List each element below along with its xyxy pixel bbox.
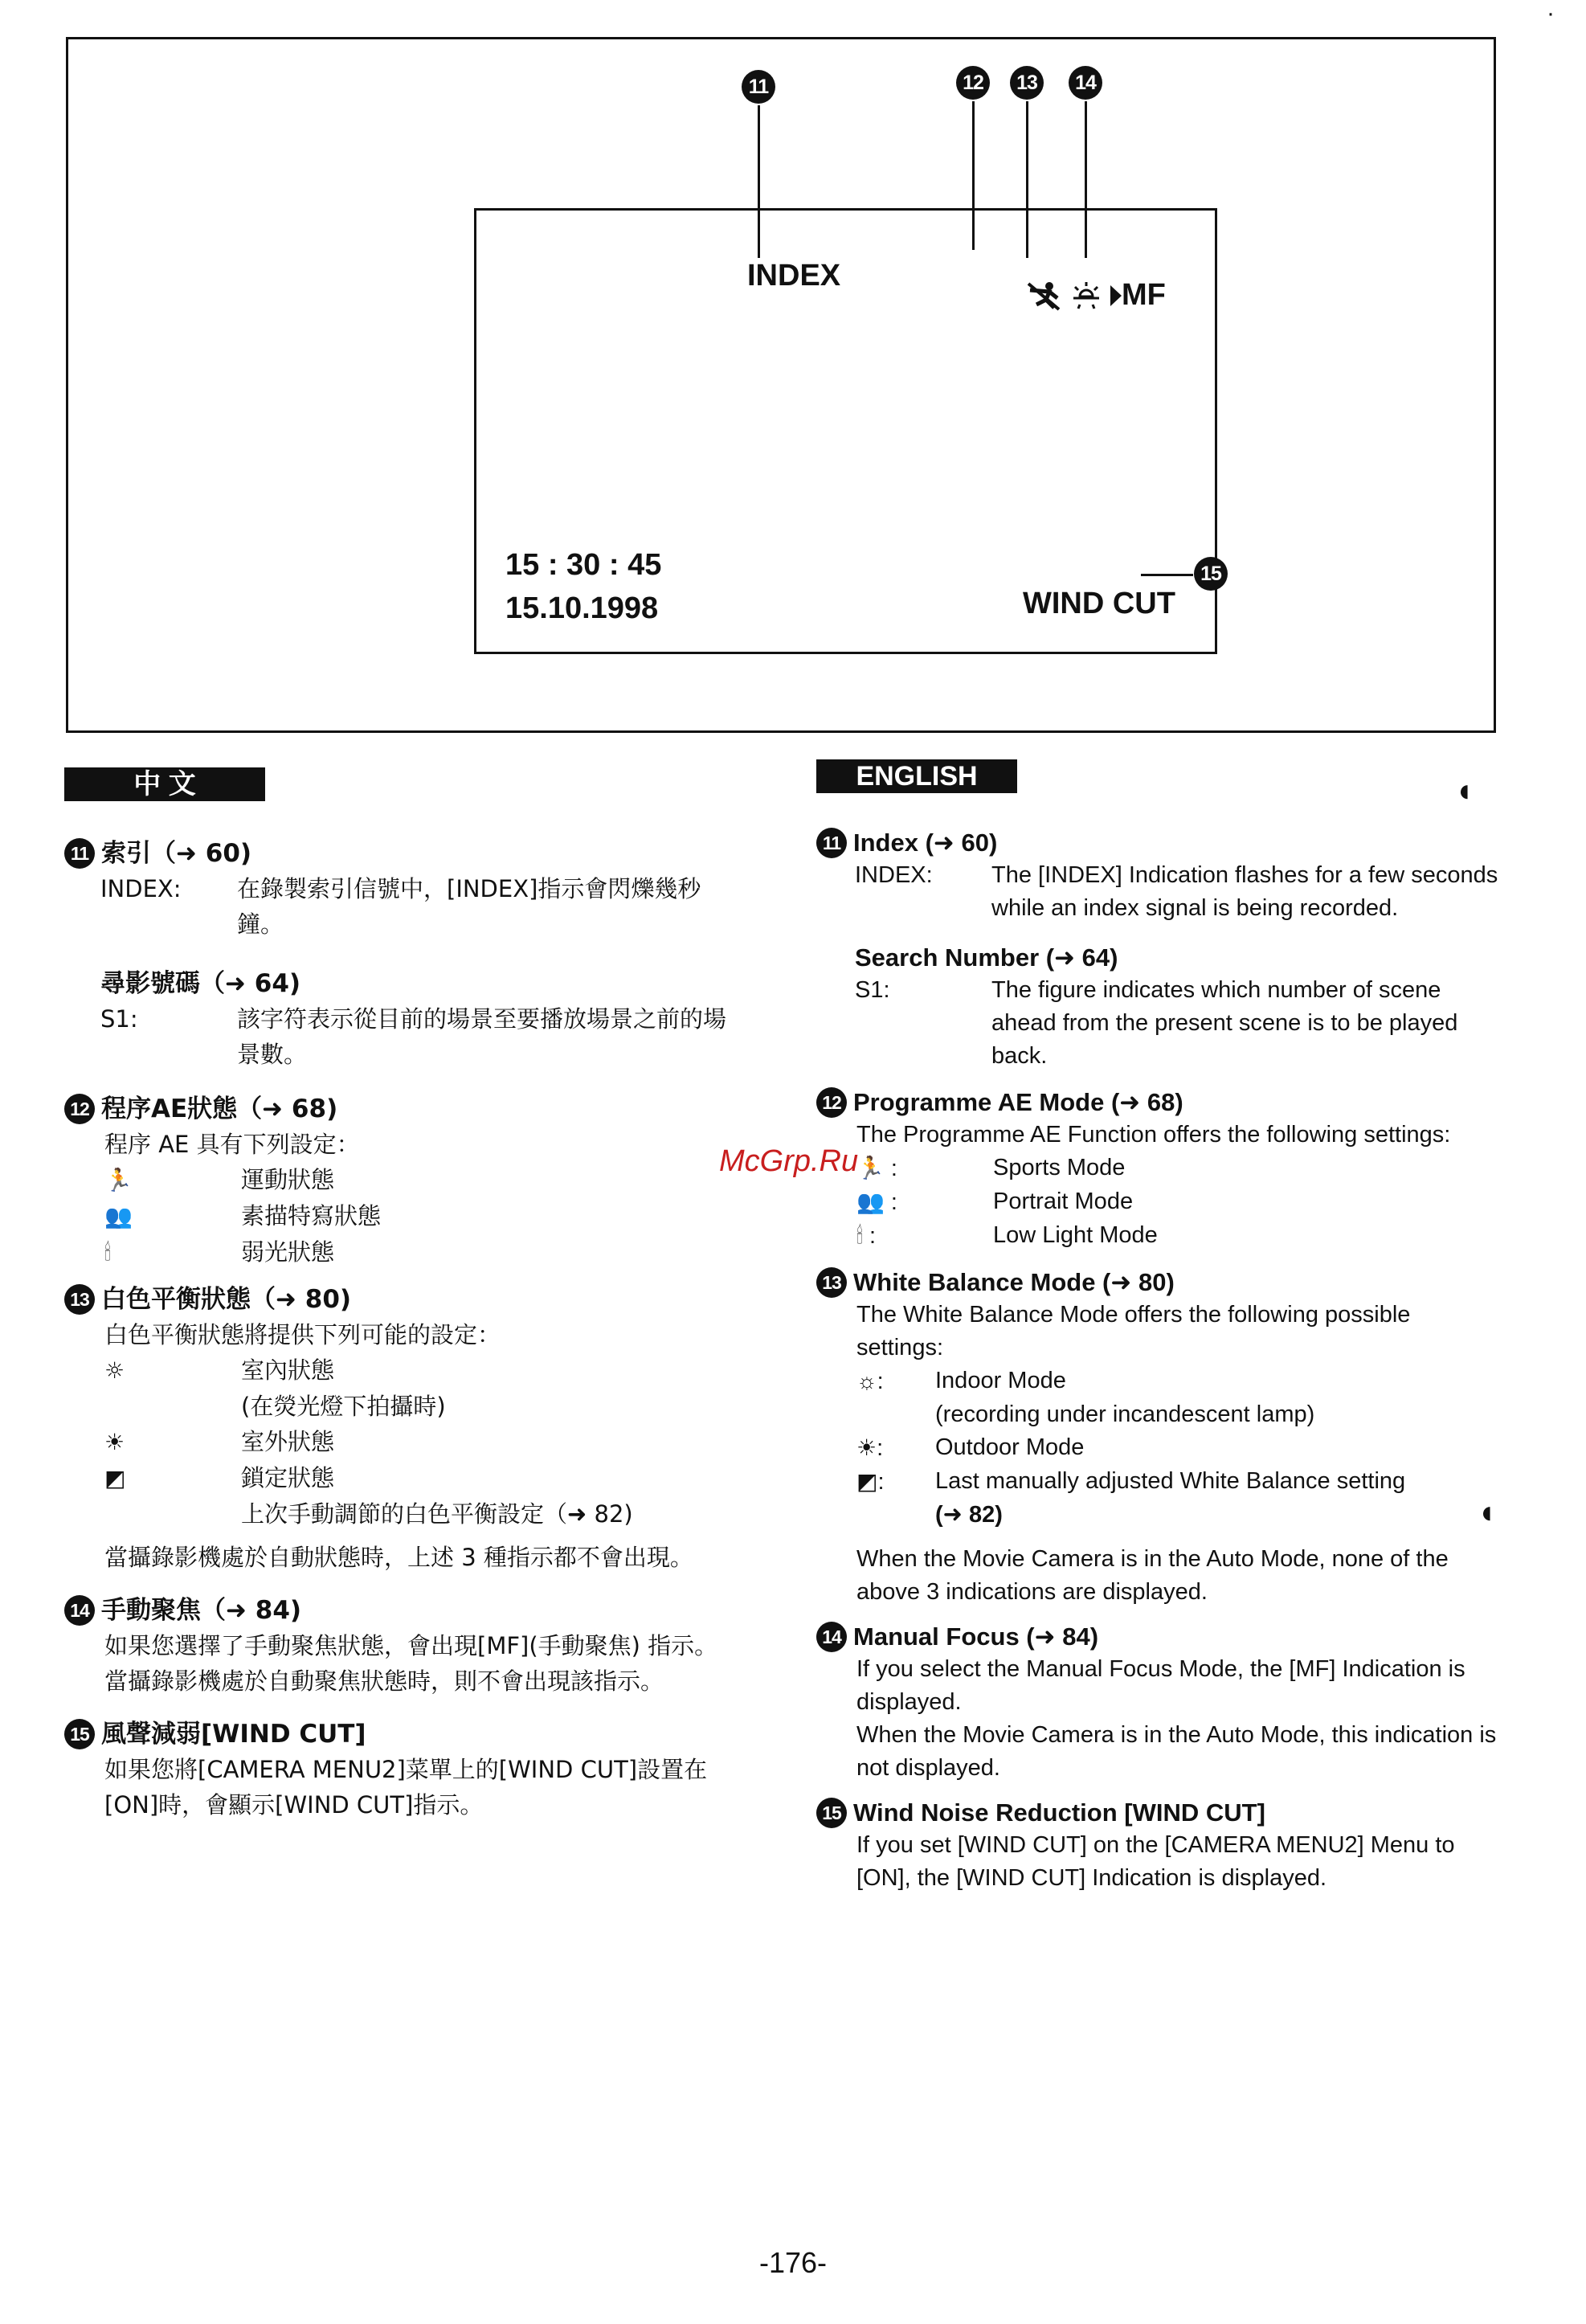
callout-12: 12 — [956, 66, 990, 100]
en-ae-item: 🏃 : Sports Mode — [856, 1152, 1499, 1185]
zh-wb-item: (在熒光燈下拍攝時) — [241, 1393, 446, 1420]
en-white-balance-intro: The White Balance Mode offers the following possible settings: — [856, 1302, 1411, 1360]
zh-wind-cut-p1: 如果您將[CAMERA MENU2]菜單上的[WIND CUT]設置在[ON]時，會顯示[WIND CUT]指示。 — [104, 1756, 708, 1819]
en-manual-focus-heading: 14 Manual Focus (➜ 84) — [816, 1620, 1499, 1653]
callout-15: 15 — [1194, 557, 1228, 591]
low-light-icon: 🕯 — [104, 1239, 111, 1266]
corner-mark: · — [1547, 0, 1555, 27]
time-display: 15 : 30 : 45 — [505, 548, 662, 582]
zh-wb-item: ☀ 室外狀態 — [104, 1424, 739, 1460]
zh-search-heading: 尋影號碼（➜ 64) — [100, 969, 301, 998]
indoor-lamp-icon: ☼ — [856, 1369, 877, 1393]
en-programme-ae-heading: 12 Programme AE Mode (➜ 68) — [816, 1086, 1499, 1119]
callout-11: 11 — [742, 70, 775, 104]
en-search-row: S1: The figure indicates which number of scene ahead from the present scene is to be played back. — [855, 977, 1458, 1069]
callout-15-line — [1141, 574, 1193, 576]
zh-manual-focus-p1: 如果您選擇了手動聚焦狀態，會出現[MF](手動聚焦) 指示。 — [104, 1632, 718, 1659]
en-white-balance-note: When the Movie Camera is in the Auto Mode, none of the above 3 indications are displayed. — [856, 1546, 1449, 1605]
portrait-mode-icon: 👥 — [104, 1203, 133, 1230]
zh-ae-item: 🕯 弱光狀態 — [104, 1234, 739, 1270]
zh-index-row: INDEX: 在錄製索引信號中，[INDEX]指示會閃爍幾秒鐘。 — [100, 875, 701, 938]
callout-14: 14 — [1069, 66, 1102, 100]
date-display: 15.10.1998 — [505, 591, 659, 625]
wind-cut-indication: WIND CUT — [1023, 587, 1175, 620]
zh-wind-cut-heading: 15 風聲減弱[WIND CUT] — [64, 1716, 739, 1752]
zh-manual-focus-p2: 當攝錄影機處於自動聚焦狀態時，則不會出現該指示。 — [104, 1667, 664, 1695]
margin-mark: ◖ — [1477, 1495, 1497, 1530]
zh-white-balance-note: 當攝錄影機處於自動狀態時，上述 3 種指示都不會出現。 — [104, 1544, 693, 1571]
zh-wb-item: ◩ 鎖定狀態 — [104, 1460, 739, 1496]
index-indication: INDEX — [747, 259, 841, 293]
indoor-lamp-icon — [1070, 280, 1102, 311]
en-manual-focus-p1: If you select the Manual Focus Mode, the [MF] Indication is displayed. — [856, 1656, 1465, 1715]
chinese-column — [64, 836, 739, 1823]
zh-ae-item: 🏃 運動狀態 — [104, 1162, 739, 1198]
margin-mark: ◖ — [1454, 773, 1474, 808]
sports-mode-icon — [1025, 280, 1062, 311]
watermark: McGrp.Ru — [719, 1144, 859, 1178]
mf-indication: MF — [1122, 278, 1166, 312]
en-white-balance-heading: 13 White Balance Mode (➜ 80) — [816, 1266, 1499, 1299]
mf-arrow-icon — [1110, 285, 1122, 306]
en-wind-cut-heading: 15 Wind Noise Reduction [WIND CUT] — [816, 1796, 1499, 1829]
sports-mode-icon: 🏃 — [856, 1156, 885, 1180]
zh-index-heading: 11 索引（➜ 60) — [64, 836, 739, 871]
lock-wb-icon: ◩ — [856, 1469, 878, 1494]
en-manual-focus-p2: When the Movie Camera is in the Auto Mode, this indication is not displayed. — [856, 1722, 1497, 1781]
en-ae-item: 👥 : Portrait Mode — [856, 1185, 1499, 1219]
indoor-lamp-icon: ☼ — [104, 1357, 125, 1384]
callout-13: 13 — [1010, 66, 1044, 100]
low-light-icon: 🕯 — [856, 1223, 863, 1248]
english-label: ENGLISH — [816, 759, 1017, 793]
outdoor-sun-icon: ☀ — [104, 1429, 125, 1455]
viewfinder-screen — [474, 208, 1217, 654]
zh-white-balance-heading: 13 白色平衡狀態（➜ 80) — [64, 1282, 739, 1317]
chinese-label: 中 文 — [64, 767, 265, 801]
sports-mode-icon: 🏃 — [104, 1167, 133, 1193]
en-wb-item: ☼: Indoor Mode — [856, 1365, 1499, 1398]
en-wb-item: ☀: Outdoor Mode — [856, 1431, 1499, 1465]
portrait-mode-icon: 👥 — [856, 1189, 885, 1214]
mode-indicators — [1025, 278, 1166, 313]
en-programme-ae-intro: The Programme AE Function offers the following settings: — [856, 1122, 1451, 1148]
page-number: -176- — [758, 2246, 828, 2279]
zh-wb-item: ☼ 室內狀態 — [104, 1352, 739, 1389]
en-index-row: INDEX: The [INDEX] Indication flashes for a few seconds while an index signal is being recorded. — [855, 862, 1498, 921]
zh-white-balance-intro: 白色平衡狀態將提供下列可能的設定： — [104, 1321, 501, 1348]
en-wb-item: (recording under incandescent lamp) — [935, 1401, 1315, 1427]
display-diagram — [66, 37, 1496, 733]
zh-search-row: S1: 該字符表示從目前的場景至要播放場景之前的場景數。 — [100, 1005, 727, 1068]
english-column — [816, 826, 1499, 1895]
en-wind-cut-p1: If you set [WIND CUT] on the [CAMERA MENU2] Menu to [ON], the [WIND CUT] Indication is displayed. — [856, 1832, 1455, 1891]
lock-wb-icon: ◩ — [104, 1465, 126, 1491]
zh-programme-ae-intro: 程序 AE 具有下列設定： — [104, 1131, 360, 1158]
zh-wb-item: 上次手動調節的白色平衡設定（➜ 82) — [241, 1500, 633, 1528]
en-wb-item: ◩: Last manually adjusted White Balance setting — [856, 1465, 1499, 1499]
zh-manual-focus-heading: 14 手動聚焦（➜ 84) — [64, 1593, 739, 1628]
zh-programme-ae-heading: 12 程序AE狀態（➜ 68) — [64, 1091, 739, 1127]
en-index-heading: 11 Index (➜ 60) — [816, 826, 1499, 859]
en-wb-item: (➜ 82) — [935, 1502, 1003, 1528]
zh-ae-item: 👥 素描特寫狀態 — [104, 1198, 739, 1234]
en-ae-item: 🕯 : Low Light Mode — [856, 1219, 1499, 1253]
en-search-heading: Search Number (➜ 64) — [855, 943, 1118, 972]
outdoor-sun-icon: ☀ — [856, 1435, 877, 1460]
